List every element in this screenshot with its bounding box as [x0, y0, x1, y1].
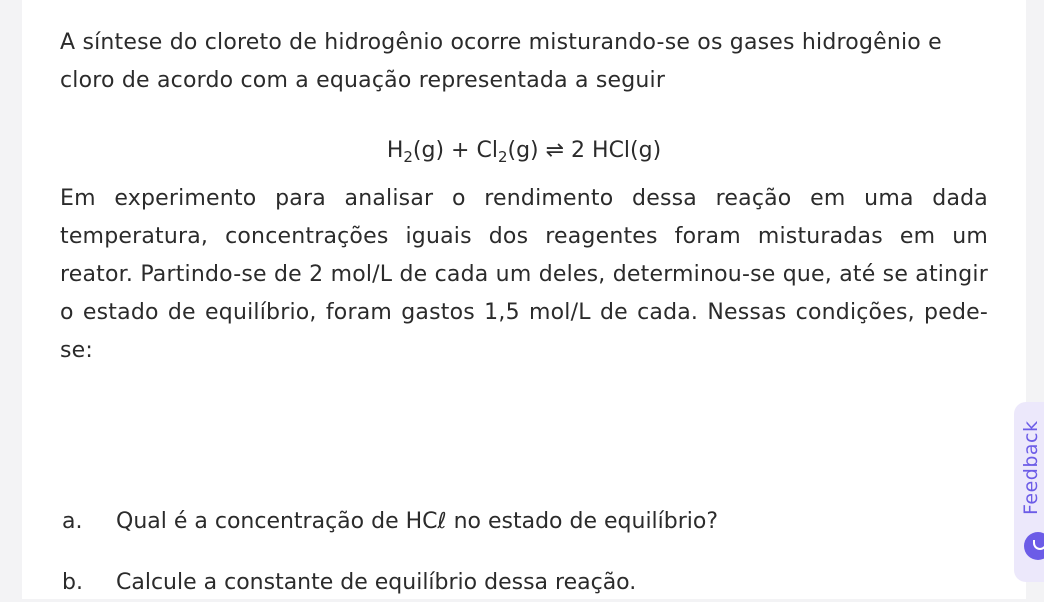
- question-b: [62, 564, 636, 602]
- equation-h-subscript: 2: [403, 148, 413, 166]
- body-paragraph: Em experimento para analisar o rendimento dessa reação em uma dada temperatura, concentrações iguais dos reagentes foram misturadas em um reator. Partindo-se de 2 mol/L de cada um deles, determinou-se que, até se atingir o estado de equilíbrio, foram gastos 1,5 mol/L de cada. Nessas condições, pede-se:: [60, 186, 988, 363]
- question-a-marker: a.: [62, 509, 83, 534]
- equation-h-state: (g) + Cl: [412, 138, 498, 163]
- question-b-marker: b.: [62, 570, 83, 595]
- equation-products: (g) ⇌ 2 HCl(g): [507, 138, 662, 163]
- equation-h: H: [386, 138, 404, 163]
- feedback-label[interactable]: Feedback: [1020, 420, 1042, 515]
- document-page: [22, 0, 1026, 599]
- intro-paragraph: A síntese do cloreto de hidrogênio ocorre misturando-se os gases hidrogênio e cloro de acordo com a equação representada a seguir: [60, 30, 942, 93]
- question-a-text: Qual é a concentração de HCℓ no estado de equilíbrio?: [116, 509, 719, 534]
- question-b-text: Calcule a constante de equilíbrio dessa reação.: [116, 570, 637, 595]
- smile-icon[interactable]: [1024, 532, 1044, 560]
- question-a: [62, 503, 718, 541]
- chemical-equation: [22, 132, 1026, 170]
- equation-cl-subscript: 2: [497, 148, 508, 166]
